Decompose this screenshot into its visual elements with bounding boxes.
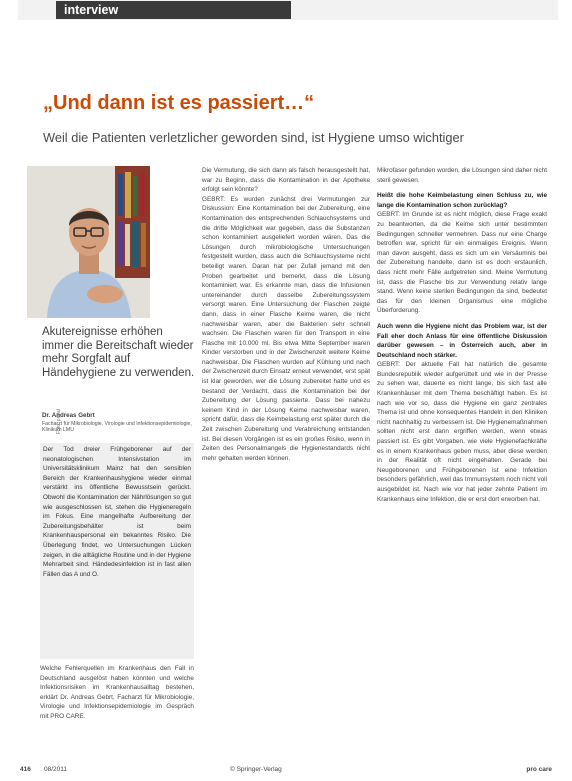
magazine-name: pro care bbox=[526, 766, 552, 773]
question-2: Heißt die hohe Keimbelastung einen Schluss zu, wie lange die Kontamination schon zurücklag? bbox=[377, 192, 547, 209]
sidebar-caption: Akutereignisse erhöhen immer die Bereitschaft wieder mehr Sorgfalt auf Händehygiene zu verwenden. bbox=[42, 326, 195, 379]
photo-credit: Foto: privat bbox=[56, 408, 62, 434]
publisher: © Springer-Verlag bbox=[230, 766, 282, 773]
section-label: interview bbox=[56, 1, 291, 19]
body-col2: Die Vermutung, die sich dann als falsch herausgestellt hat, war zu Beginn, dass die Kontamination in der Apotheke erfolgt sein könnte? GEBRT: Es wurden zunächst drei Vermutungen zur Diskussion: Eine Kontamination bei der Zubereitung, eine Kontamination des entsprechenden Schlauchsystems und die dritte Möglichkeit war gegeben, dass die Substanzen schon kontaminiert ausgeliefert worden wären. Das die Lösungen durch mikrobiologische Untersuchungen festgestellt wurden, dass auch die Schlauchsysteme nicht beteiligt waren. Daran hat per Zufall jemand mit den Proben gearbeitet und bemerkt, dass die Lösung kontaminiert war. Es erkannte man, dass die Infusionen untereinander durch dasselbe Zubereitungssystem versorgt waren. Eine Untersuchung der Flaschen zeigte dann, dass in einer Flasche Keime waren, die nicht nachweisbar waren, aber die Bakterien sehr schnell wachsen. Die Flaschen waren für den Transport in eine Flasche mit 10.000 ml. Bis etwa Mitte September waren Kinder verstorben und in der Zwischenzeit weitere Keime nachweisbar. Die Flaschen wurden auf Kühlung und nach der Zwischenzeit durch Einsatz erneut verwendet, erst spät ist klar geworden, wer die Lösung zubereitet hatte und es bestand der Verdacht, dass die Kontamination bei der Zubereitung der Lösung passierte. Dass bei nahezu keinem Kind in der Lösung Keime nachweisbar waren, spricht dafür, dass die Keimbelastung erst später durch die Zeit zwischen Zubereitung und Verabreichung entstanden ist. Bei diesen Vorgängen ist es ein großes Risiko, wenn in Zeiten des Personalmangels die Hygienestandards nicht mehr gehalten werden können. bbox=[202, 167, 370, 462]
portrait-illustration bbox=[27, 166, 150, 318]
intro-text: Der Tod dreier Frühgeborener auf der neonatologischen Intensivstation im Universitätsklinikum Mainz hat den sensiblen Bereich der Krankenhaushygiene wieder einmal verstärkt ins öffentliche Bewusstsein gerückt. Obwohl die Kontamination der Nährlösungen so gut wie ausgeschlossen ist, stehen die Hygieneregeln im Fokus. Eine mangelhafte Aufbereitung der Zubereitungsbehälter ist beim Krankenhauspersonal ein bekanntes Risiko. Die Überlegung findet, wo Untersuchungen Lücken zeigen, in die alltägliche Routine und in der Hygiene Mehrarbeit sind. Händedesinfektion ist in fast allen Fällen das A und O. bbox=[43, 446, 191, 578]
header-bar bbox=[18, 0, 558, 20]
body-col3 bbox=[377, 166, 547, 760]
answer-2: GEBRT: Im Grunde ist es nicht möglich, diese Frage exakt zu beantworten, da die Keime sich unter bestimmten Bedingungen schneller vermehren. Dass nur eine Charge betroffen war, spricht für ein einmaliges Ereignis. Wenn man davon ausgeht, dass es sich um ein Versäumnis bei der Zubereitung handelte, dann ist es doch erstaunlich, dass nicht mehr Fälle aufgetreten sind. Meine Vermutung ist, dass die Flasche bis zur Verwendung relativ lange stand. Wenn keine sterilen Bedingungen da sind, bedeutet das für den kleinen Organismus eine mögliche Überforderung. bbox=[377, 211, 547, 315]
interviewee-name: Dr. Andreas Gebrt bbox=[42, 412, 95, 419]
article-subtitle: Weil die Patienten verletzlicher geworden sind, ist Hygiene umso wichtiger bbox=[43, 130, 464, 145]
issue: 08/2011 bbox=[44, 766, 68, 773]
article-title: „Und dann ist es passiert…“ bbox=[43, 92, 315, 114]
col3-top-text: Mikrofaser gefunden worden, die Lösungen sind daher nicht steril gewesen. bbox=[377, 167, 547, 184]
question-3: Auch wenn die Hygiene nicht das Problem war, ist der Fall eher doch Anlass für eine öffentliche Diskussion darüber gewesen – in Österreich auch, aber in Deutschland noch stärker. bbox=[377, 322, 547, 359]
interviewee-affiliation: Facharzt für Mikrobiologie, Virologie und Infektionsepidemiologie, Klinikum LMU bbox=[42, 421, 192, 434]
body-col1-bottom: Welche Fehlerquellen im Krankenhaus den Fall in Deutschland ausgelöst haben könnten und welche Infektionsrisiken im Krankenhausalltag bestehen, erklärt Dr. Andreas Gebrt, Facharzt für Mikrobiologie, Virologie und Infektionsepidemiologie im Gespräch mit PRO CARE. bbox=[40, 665, 194, 720]
page-number: 416 bbox=[20, 766, 31, 773]
answer-3: GEBRT: Der aktuelle Fall hat natürlich die gesamte Bundesrepublik wieder aufgerüttelt und wie in der Presse zu sehen war, dauerte es nicht lange, bis sich fast alle Krankenhäuser mit dem Thema beschäftigt haben. Es ist nach wie vor so, dass die Hygiene ein ganz zentrales Thema ist und ohne konsequentes Handeln in den Kliniken nicht nachhaltig zu verbessern ist. Die Hygienemaßnahmen sollten nicht erst dann ergriffen werden, wenn etwas passiert ist. Es gibt Vorgaben, wie viele Hygienefachkräfte es in einem Krankenhaus geben muss, aber diese werden in der Realität oft nicht eingehalten. Gerade bei Neugeborenen und Frühgeborenen ist eine Infektion besonders gefährlich, weil das Immunsystem noch nicht voll ausgebildet ist. Nach wie vor hat jeder zehnte Patient im Krankenhaus eine Infektion, die er erst dort erworben hat. bbox=[377, 361, 547, 503]
intro-box bbox=[40, 443, 194, 659]
page-footer bbox=[20, 766, 552, 778]
